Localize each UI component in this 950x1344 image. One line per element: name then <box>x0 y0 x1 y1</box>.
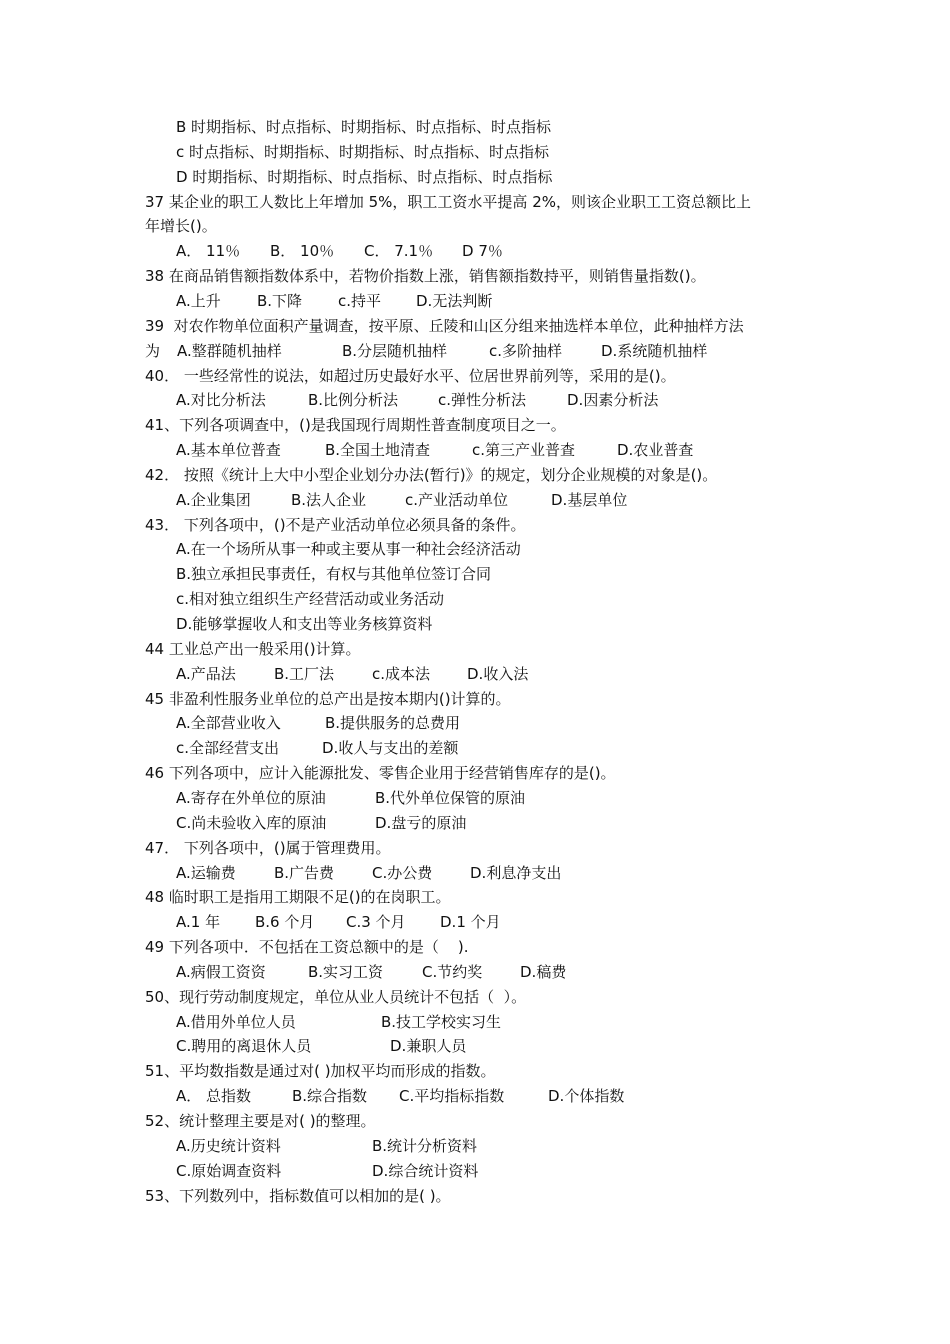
option-line: c 时点指标、时期指标、时期指标、时点指标、时点指标 <box>176 142 550 161</box>
answer-option: D.收人与支出的差额 <box>322 739 459 758</box>
answer-option: D.个体指数 <box>548 1087 625 1106</box>
answer-option: C.聘用的离退休人员 <box>176 1037 312 1056</box>
question-line: 53、下列数列中，指标数值可以相加的是( )。 <box>145 1186 451 1205</box>
answer-option: D.1 个月 <box>440 913 501 932</box>
answer-option: D.收入法 <box>467 664 529 683</box>
answer-option: D.综合统计资料 <box>372 1161 479 1180</box>
answer-option: A.寄存在外单位的原油 <box>176 788 326 807</box>
question-lead-text: 为 <box>145 341 161 360</box>
question-line: 51、平均数指数是通过对( )加权平均而形成的指数。 <box>145 1062 496 1081</box>
answer-option: C.原始调查资料 <box>176 1161 282 1180</box>
option-line: c.相对独立组织生产经营活动或业务活动 <box>176 590 445 609</box>
answer-option: D.无法判断 <box>416 291 493 310</box>
answer-option: A.历史统计资料 <box>176 1136 281 1155</box>
question-line: 47． 下列各项中，()属于管理费用。 <box>145 838 391 857</box>
option-line: B.独立承担民事责任，有权与其他单位签订合同 <box>176 565 492 584</box>
answer-option: B.下降 <box>257 291 303 310</box>
answer-option: A.企业集团 <box>176 490 251 509</box>
question-line: 37 某企业的职工人数比上年增加 5%，职工工资水平提高 2%，则该企业职工工资总额比上 <box>145 192 751 211</box>
answer-option: C.办公费 <box>372 863 433 882</box>
question-line: 年增长()。 <box>145 217 217 236</box>
answer-option: B.比例分析法 <box>308 391 399 410</box>
answer-option: c.多阶抽样 <box>489 341 563 360</box>
question-line: 52、统计整理主要是对( )的整理。 <box>145 1112 376 1130</box>
option-line: D.能够掌握收人和支出等业务核算资料 <box>176 615 433 633</box>
answer-option: A． 总指数 <box>176 1087 252 1106</box>
answer-option: C.节约奖 <box>422 962 483 981</box>
answer-option: D.利息净支出 <box>470 863 562 882</box>
question-line: 43． 下列各项中，()不是产业活动单位必须具备的条件。 <box>145 515 526 534</box>
option-line: D 时期指标、时期指标、时点指标、时点指标、时点指标 <box>176 167 553 186</box>
question-line: 42． 按照《统计上大中小型企业划分办法(暂行)》的规定，划分企业规模的对象是()。 <box>145 465 718 484</box>
option-line: B 时期指标、时点指标、时期指标、时点指标、时点指标 <box>176 118 552 136</box>
question-line: 45 非盈利性服务业单位的总产出是按本期内()计算的。 <box>145 689 511 708</box>
answer-option: c.成本法 <box>372 664 431 683</box>
answer-option: B.工厂法 <box>274 664 335 683</box>
answer-option: D.稿费 <box>520 962 567 981</box>
question-line: 41、下列各项调查中，()是我国现行周期性普查制度项目之一。 <box>145 416 566 435</box>
answer-option: C.3 个月 <box>346 913 406 932</box>
answer-option: D 7％ <box>462 242 503 261</box>
answer-option: B.分层随机抽样 <box>342 341 448 360</box>
answer-option: A.产品法 <box>176 664 236 683</box>
answer-option: A.病假工资资 <box>176 962 266 981</box>
answer-option: B.广告费 <box>274 863 335 882</box>
option-line: A.在一个场所从事一种或主要从事一种社会经济活动 <box>176 540 521 559</box>
question-line: 48 临时职工是指用工期限不足()的在岗职工。 <box>145 888 451 907</box>
answer-option: C． 7.1％ <box>364 242 434 261</box>
answer-option: c.第三产业普查 <box>472 441 576 460</box>
question-line: 40． 一些经常性的说法，如超过历史最好水平、位居世界前列等，采用的是()。 <box>145 366 676 385</box>
answer-option: B.综合指数 <box>292 1087 368 1106</box>
answer-option: B.6 个月 <box>255 913 315 932</box>
answer-option: B.法人企业 <box>291 490 367 509</box>
question-line: 38 在商品销售额指数体系中，若物价指数上涨，销售额指数持平，则销售量指数()。 <box>145 267 706 286</box>
answer-option: A． 11％ <box>176 242 241 261</box>
answer-option: A.上升 <box>176 291 221 310</box>
answer-option: B.技工学校实习生 <box>381 1012 502 1031</box>
answer-option: D.系统随机抽样 <box>601 341 708 360</box>
answer-option: B． 10％ <box>270 242 335 261</box>
answer-option: D.盘亏的原油 <box>375 813 467 832</box>
answer-option: A.借用外单位人员 <box>176 1012 296 1031</box>
answer-option: A.全部营业收入 <box>176 714 281 733</box>
answer-option: B.代外单位保管的原油 <box>375 788 526 807</box>
answer-option: c.全部经营支出 <box>176 739 280 758</box>
question-line: 44 工业总产出一般采用()计算。 <box>145 639 361 658</box>
answer-option: c.产业活动单位 <box>405 490 509 509</box>
answer-option: c.弹性分析法 <box>438 391 527 410</box>
answer-option: B.全国土地清查 <box>325 441 431 460</box>
answer-option: C.尚未验收入库的原油 <box>176 813 327 832</box>
answer-option: c.持平 <box>338 291 382 310</box>
answer-option: A.基本单位普查 <box>176 441 281 460</box>
answer-option: A.整群随机抽样 <box>177 341 282 360</box>
answer-option: A.对比分析法 <box>176 391 266 410</box>
answer-option: D.基层单位 <box>551 490 628 509</box>
question-line: 39 对农作物单位面积产量调查，按平原、丘陵和山区分组来抽选样本单位，此种抽样方法 <box>145 316 744 335</box>
answer-option: B.实习工资 <box>308 962 384 981</box>
question-line: 50、现行劳动制度规定，单位从业人员统计不包括（ ）。 <box>145 987 527 1006</box>
question-line: 46 下列各项中，应计入能源批发、零售企业用于经营销售库存的是()。 <box>145 764 616 783</box>
answer-option: B.提供服务的总费用 <box>325 714 461 733</box>
answer-option: D.兼职人员 <box>390 1037 467 1056</box>
answer-option: A.1 年 <box>176 913 221 932</box>
answer-option: D.农业普查 <box>617 441 694 460</box>
answer-option: A.运输费 <box>176 863 236 882</box>
question-line: 49 下列各项中．不包括在工资总额中的是（ ). <box>145 938 469 957</box>
answer-option: B.统计分析资料 <box>372 1136 478 1155</box>
answer-option: C.平均指标指数 <box>399 1087 505 1106</box>
answer-option: D.因素分析法 <box>567 391 659 410</box>
